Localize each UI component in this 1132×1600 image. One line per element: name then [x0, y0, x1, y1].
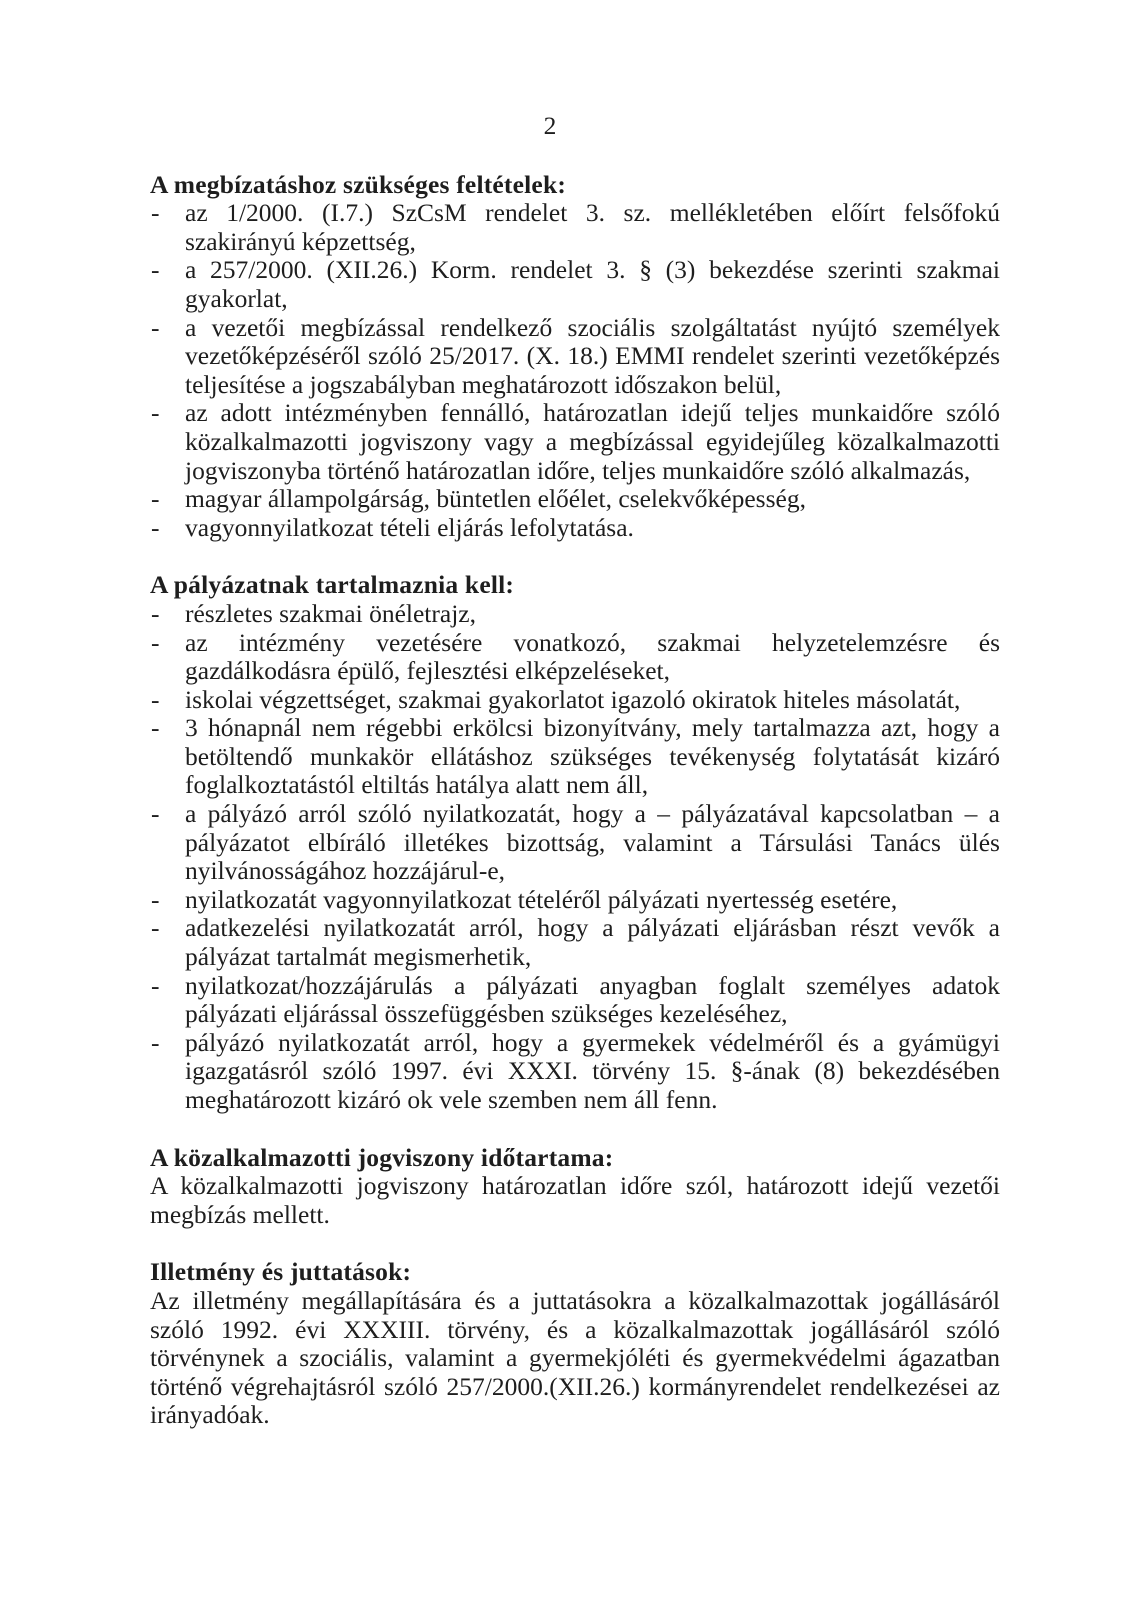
list-item — [150, 514, 1000, 543]
bullet-list — [150, 600, 1000, 1115]
list-item-text: iskolai végzettséget, szakmai gyakorlatot igazoló okiratok hiteles másolatát, — [185, 684, 961, 714]
section-heading: A megbízatáshoz szükséges feltételek: — [150, 169, 567, 199]
bullet-dash: - — [151, 884, 160, 914]
page-number: 2 — [543, 111, 557, 140]
list-item — [150, 972, 1000, 1029]
section-appointment-requirements — [150, 171, 1000, 543]
list-item — [150, 399, 1000, 485]
bullet-dash: - — [151, 799, 160, 829]
section-heading: Illetmény és juttatások: — [150, 1257, 412, 1287]
list-item — [150, 256, 1000, 313]
bullet-dash: - — [151, 913, 160, 943]
list-item — [150, 714, 1000, 800]
list-item-text: a 257/2000. (XII.26.) Korm. rendelet 3. § (3) bekezdése szerinti szakmai gyakorlat, — [185, 255, 1000, 313]
bullet-dash: - — [151, 312, 160, 342]
bullet-dash: - — [151, 512, 160, 542]
list-item — [150, 1029, 1000, 1115]
list-item — [150, 485, 1000, 514]
bullet-dash: - — [151, 484, 160, 514]
bullet-dash: - — [151, 684, 160, 714]
list-item-text: pályázó nyilatkozatát arról, hogy a gyermekek védelméről és a gyámügyi igazgatásról szóló 1997. évi XXXI. törvény 15. §-ának (8) bekezdésében meghatározott kizáró ok vele szemben nem áll fenn. — [185, 1027, 1000, 1114]
list-item-text: nyilatkozat/hozzájárulás a pályázati anyagban foglalt személyes adatok pályázati eljárással összefüggésben szükséges kezeléséhez, — [185, 970, 1000, 1029]
list-item — [150, 800, 1000, 886]
list-item — [150, 199, 1000, 256]
list-item — [150, 886, 1000, 915]
section-paragraph: Az illetmény megállapítására és a juttatásokra a közalkalmazottak jogállásáról szóló 1992. évi XXXIII. törvény, és a közalkalmazottak jogállásáról szóló törvénynek a szociális, valamint a gyermekjóléti és gyermekvédelmi ágazatban történő végrehajtásról szóló 257/2000.(XII.26.) kormányrendelet rendelkezései az irányadóak. — [150, 1285, 1000, 1430]
list-item-text: a pályázó arról szóló nyilatkozatát, hogy a – pályázatával kapcsolatban – a pályázatot elbíráló illetékes bizottság, valamint a Társulási Tanács ülés nyilvánosságához hozzájárul-e, — [185, 799, 1000, 886]
bullet-dash: - — [151, 1027, 160, 1057]
list-item — [150, 914, 1000, 971]
list-item-text: az adott intézményben fennálló, határozatlan idejű teljes munkaidőre szóló közalkalmazotti jogviszony vagy a megbízással egyidejűleg közalkalmazotti jogviszonyba történő határozatlan időre, teljes munkaidőre szóló alkalmazás, — [185, 398, 1000, 485]
section-employment-duration — [150, 1144, 1000, 1230]
bullet-dash: - — [151, 398, 160, 428]
list-item-text: magyar állampolgárság, büntetlen előélet, cselekvőképesség, — [185, 484, 806, 514]
section-heading: A pályázatnak tartalmaznia kell: — [150, 570, 515, 600]
bullet-dash: - — [151, 627, 160, 657]
list-item-text: az intézmény vezetésére vonatkozó, szakmai helyzetelemzésre és gazdálkodásra épülő, fejlesztési elképzeléseket, — [185, 627, 1000, 686]
list-item — [150, 600, 1000, 629]
list-item — [150, 629, 1000, 686]
bullet-dash: - — [151, 970, 160, 1000]
list-item-text: vagyonnyilatkozat tételi eljárás lefolytatása. — [185, 512, 634, 542]
list-item-text: adatkezelési nyilatkozatát arról, hogy a pályázati eljárásban részt vevők a pályázat tartalmát megismerhetik, — [185, 913, 1000, 972]
document-content — [150, 112, 1000, 1430]
list-item — [150, 314, 1000, 400]
list-item-text: részletes szakmai önéletrajz, — [185, 598, 476, 628]
bullet-list — [150, 199, 1000, 542]
list-item-text: 3 hónapnál nem régebbi erkölcsi bizonyítvány, mely tartalmazza azt, hogy a betöltendő munkakör ellátáshoz szükséges tevékenység folytatását kizáró foglalkoztatástól eltiltás hatálya alatt nem áll, — [185, 713, 1000, 800]
bullet-dash: - — [151, 598, 160, 628]
bullet-dash: - — [151, 713, 160, 743]
section-salary-benefits — [150, 1258, 1000, 1430]
bullet-dash: - — [151, 198, 160, 228]
section-paragraph: A közalkalmazotti jogviszony határozatlan időre szól, határozott idejű vezetői megbízás mellett. — [150, 1171, 1000, 1229]
list-item-text: a vezetői megbízással rendelkező szociális szolgáltatást nyújtó személyek vezetőképzéséről szóló 25/2017. (X. 18.) EMMI rendelet szerinti vezetőképzés teljesítése a jogszabályban meghatározott időszakon belül, — [185, 312, 1000, 399]
bullet-dash: - — [151, 255, 160, 285]
list-item — [150, 686, 1000, 715]
list-item-text: az 1/2000. (I.7.) SzCsM rendelet 3. sz. mellékletében előírt felsőfokú szakirányú képzettség, — [185, 198, 1000, 256]
section-heading: A közalkalmazotti jogviszony időtartama: — [150, 1142, 614, 1172]
list-item-text: nyilatkozatát vagyonnyilatkozat tételéről pályázati nyertesség esetére, — [185, 884, 898, 914]
section-application-contents — [150, 571, 1000, 1114]
